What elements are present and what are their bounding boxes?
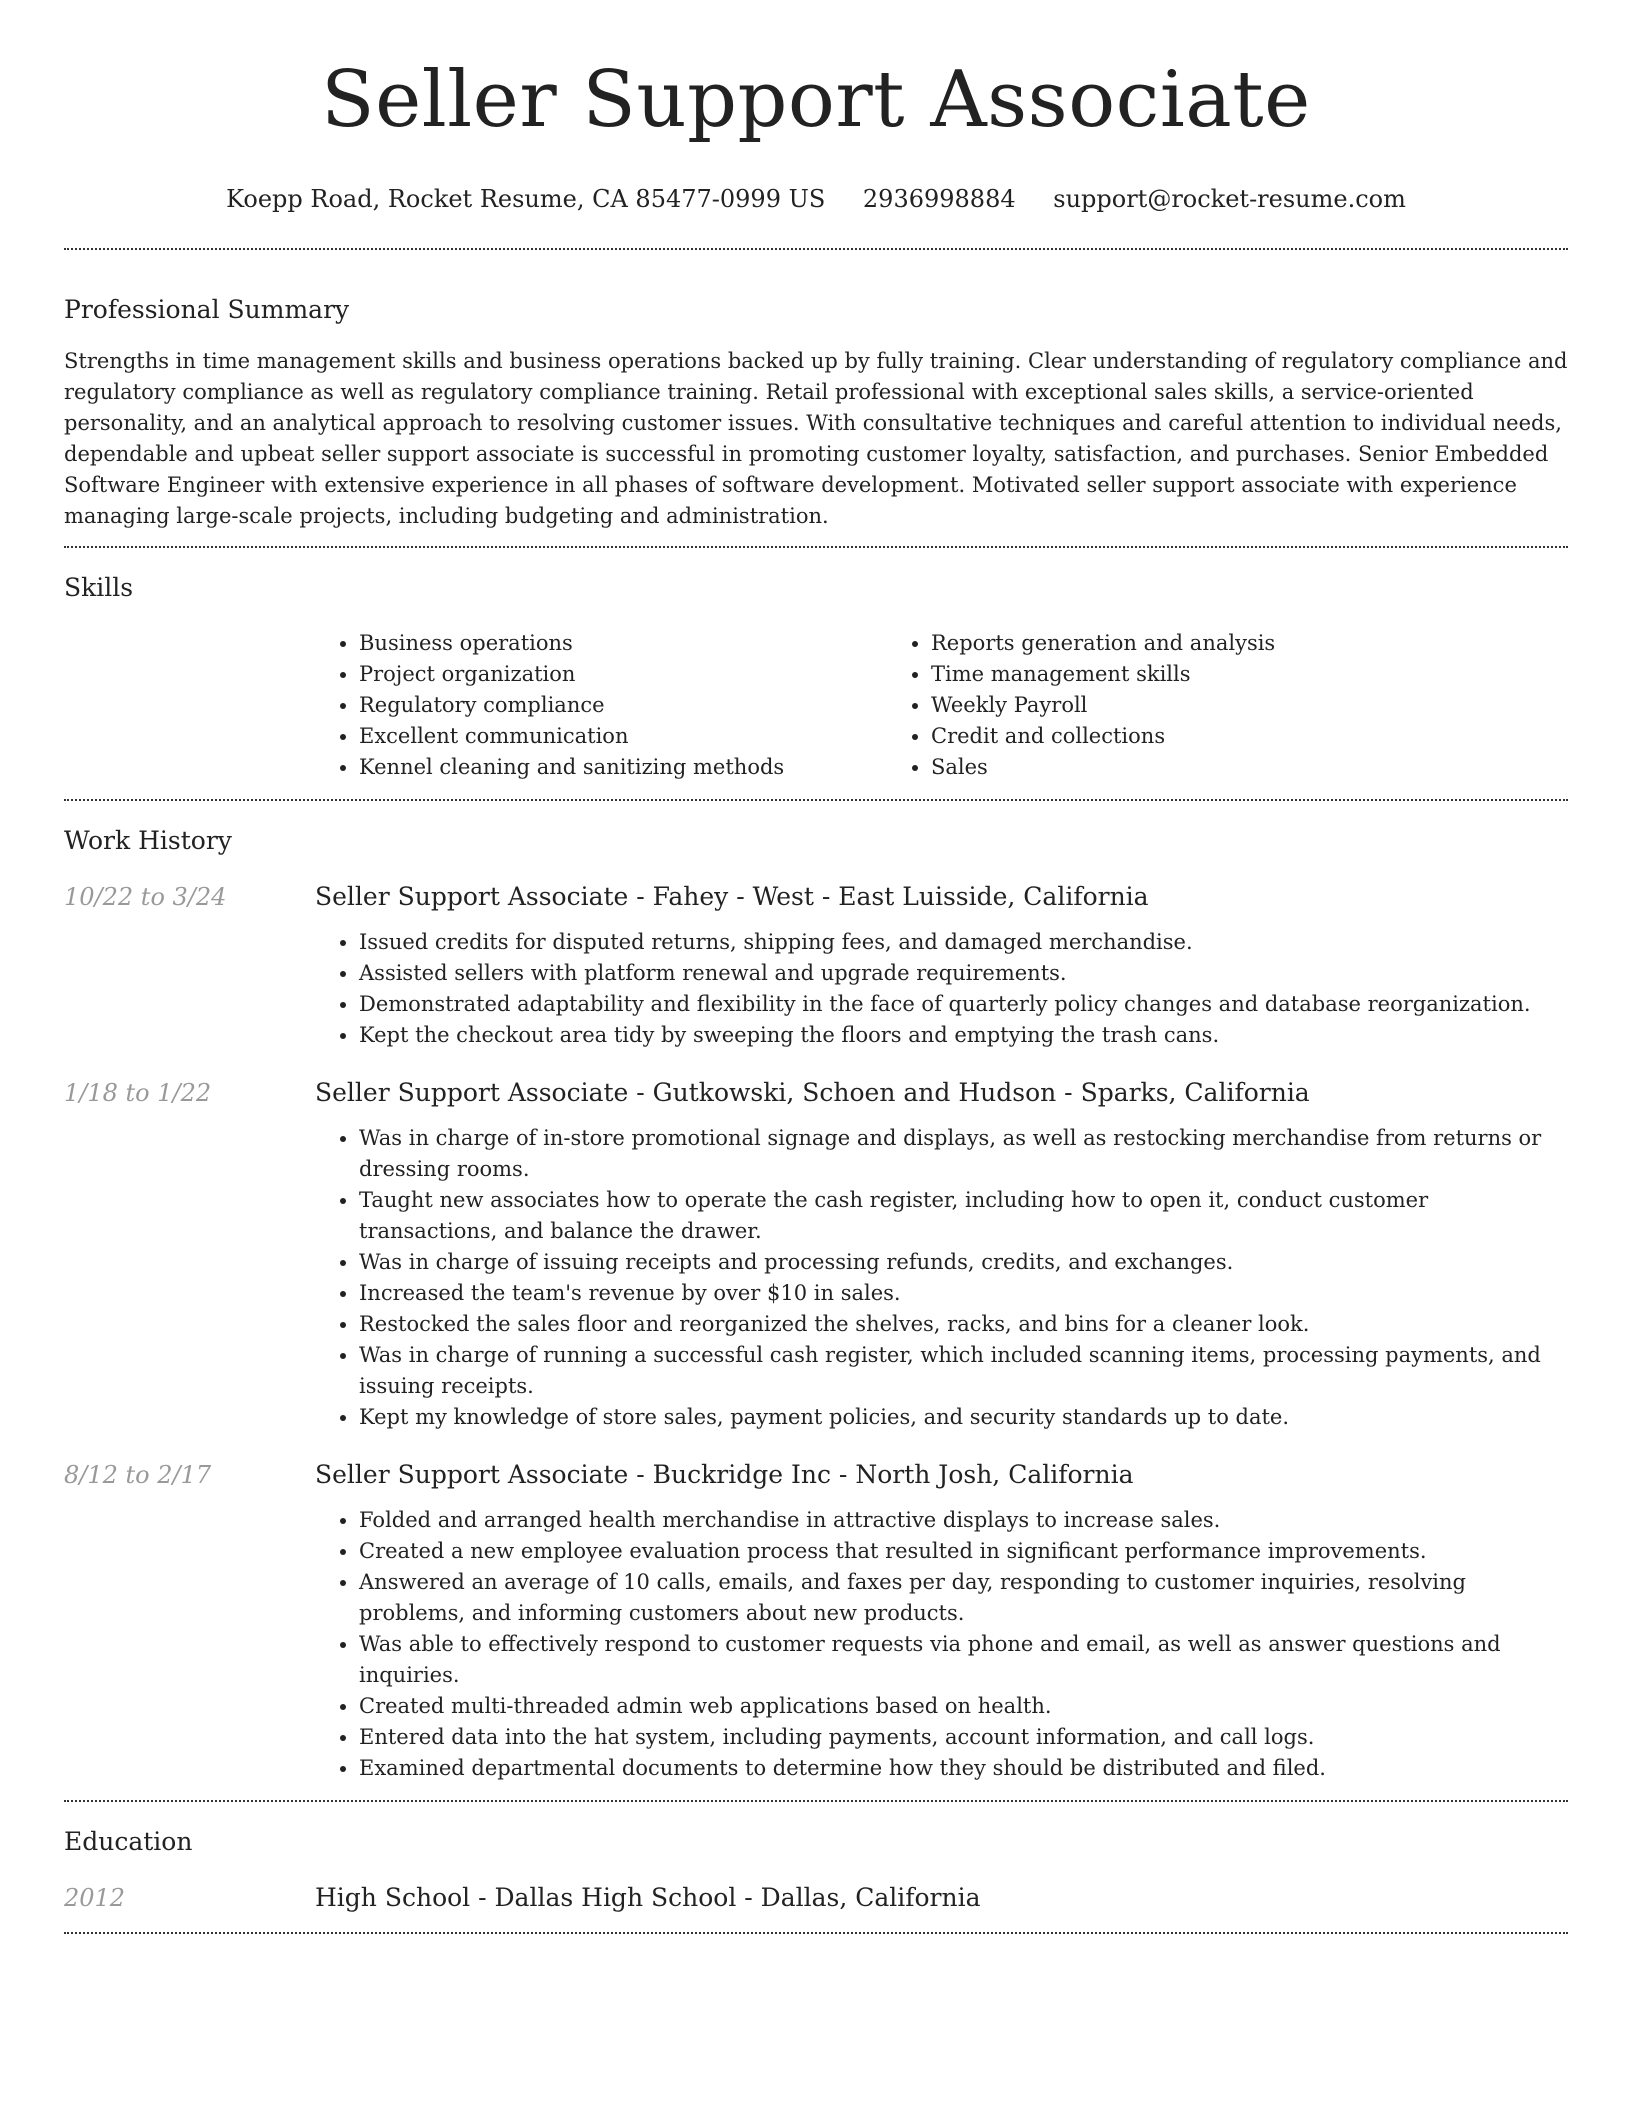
- job-dates: 1/18 to 1/22: [64, 1079, 212, 1107]
- job-bullet: • Taught new associates how to operate the cash register, including how to open it, conduct customer transactions, and balance the drawer.: [359, 1185, 1568, 1247]
- skill-item: • Reports generation and analysis: [931, 628, 1487, 659]
- job-bullet: • Demonstrated adaptability and flexibility in the face of quarterly policy changes and database reorganization.: [359, 989, 1568, 1020]
- education-body: [315, 1882, 1568, 1914]
- job-bullet: • Created a new employee evaluation process that resulted in significant performance improvements.: [359, 1536, 1568, 1567]
- job-bullet: • Issued credits for disputed returns, shipping fees, and damaged merchandise.: [359, 927, 1568, 958]
- job-bullet: • Was in charge of issuing receipts and processing refunds, credits, and exchanges.: [359, 1247, 1568, 1278]
- skill-item: • Weekly Payroll: [931, 690, 1487, 721]
- skill-item: • Excellent communication: [359, 721, 887, 752]
- job-entry: [64, 881, 1568, 1051]
- section-title-summary: Professional Summary: [64, 295, 350, 324]
- contact-address: Koepp Road, Rocket Resume, CA 85477-0999 US: [226, 185, 826, 213]
- skill-item: • Business operations: [359, 628, 887, 659]
- education-entry: [64, 1882, 1568, 1914]
- summary-section: [64, 250, 1568, 532]
- job-bullet: • Restocked the sales floor and reorganized the shelves, racks, and bins for a cleaner look.: [359, 1309, 1568, 1340]
- job-bullets: [315, 1123, 1568, 1433]
- job-title: Seller Support Associate - Gutkowski, Schoen and Hudson - Sparks, California: [315, 1078, 1310, 1107]
- job-bullet: • Answered an average of 10 calls, emails, and faxes per day, responding to customer inquiries, resolving problems, and informing customers about new products.: [359, 1567, 1568, 1629]
- skills-list: [315, 628, 1568, 783]
- job-bullet: • Increased the team's revenue by over $10 in sales.: [359, 1278, 1568, 1309]
- job-entry: [64, 1077, 1568, 1433]
- skill-item: • Regulatory compliance: [359, 690, 887, 721]
- job-bullets: [315, 927, 1568, 1051]
- contact-line: [64, 184, 1568, 214]
- job-bullets: [315, 1505, 1568, 1784]
- job-bullet: • Entered data into the hat system, including payments, account information, and call logs.: [359, 1722, 1568, 1753]
- job-body: [315, 1459, 1568, 1784]
- skills-column-left: [315, 628, 887, 783]
- contact-email: support@rocket-resume.com: [1053, 185, 1406, 213]
- job-bullet: • Folded and arranged health merchandise in attractive displays to increase sales.: [359, 1505, 1568, 1536]
- skill-item: • Time management skills: [931, 659, 1487, 690]
- job-title: Seller Support Associate - Buckridge Inc - North Josh, California: [315, 1460, 1134, 1489]
- resume-header: [64, 0, 1568, 214]
- education-title: High School - Dallas High School - Dallas, California: [315, 1883, 981, 1912]
- job-entry: [64, 1459, 1568, 1784]
- education-section: [64, 1802, 1568, 1932]
- work-history-section: [64, 801, 1568, 1800]
- job-bullet: • Was in charge of in-store promotional signage and displays, as well as restocking merchandise from returns or dressing rooms.: [359, 1123, 1568, 1185]
- job-bullet: • Examined departmental documents to determine how they should be distributed and filed.: [359, 1753, 1568, 1784]
- divider: [64, 1932, 1568, 1934]
- job-bullet: • Was in charge of running a successful cash register, which included scanning items, processing payments, and issuing receipts.: [359, 1340, 1568, 1402]
- job-body: [315, 1077, 1568, 1433]
- job-dates: 10/22 to 3/24: [64, 883, 227, 911]
- section-title-education: Education: [64, 1827, 193, 1856]
- section-title-skills: Skills: [64, 573, 134, 602]
- job-bullet: • Created multi-threaded admin web applications based on health.: [359, 1691, 1568, 1722]
- skill-item: • Credit and collections: [931, 721, 1487, 752]
- job-bullet: • Kept my knowledge of store sales, payment policies, and security standards up to date.: [359, 1402, 1568, 1433]
- job-bullet: • Was able to effectively respond to customer requests via phone and email, as well as answer questions and inquiries.: [359, 1629, 1568, 1691]
- contact-phone: 2936998884: [862, 185, 1016, 213]
- skills-section: [64, 548, 1568, 783]
- summary-text: Strengths in time management skills and business operations backed up by fully training. Clear understanding of regulatory compliance and regulatory compliance as well as regulatory compliance training. Retail professional with exceptional sales skills, a service-oriented personality, and an analytical approach to resolving customer issues. With consultative techniques and careful attention to individual needs, dependable and upbeat seller support associate is successful in promoting customer loyalty, satisfaction, and purchases. Senior Embedded Software Engineer with extensive experience in all phases of software development. Motivated seller support associate with experience managing large-scale projects, including budgeting and administration.: [64, 349, 1568, 528]
- skill-item: • Kennel cleaning and sanitizing methods: [359, 752, 887, 783]
- education-year: 2012: [64, 1884, 126, 1912]
- job-dates: 8/12 to 2/17: [64, 1461, 212, 1489]
- job-bullet: • Kept the checkout area tidy by sweeping the floors and emptying the trash cans.: [359, 1020, 1568, 1051]
- skill-item: • Sales: [931, 752, 1487, 783]
- skills-column-right: [887, 628, 1487, 783]
- job-body: [315, 881, 1568, 1051]
- candidate-name: Seller Support Associate: [321, 55, 1311, 145]
- skill-item: • Project organization: [359, 659, 887, 690]
- section-title-work-history: Work History: [64, 826, 232, 855]
- job-title: Seller Support Associate - Fahey - West - East Luisside, California: [315, 882, 1149, 911]
- job-bullet: • Assisted sellers with platform renewal and upgrade requirements.: [359, 958, 1568, 989]
